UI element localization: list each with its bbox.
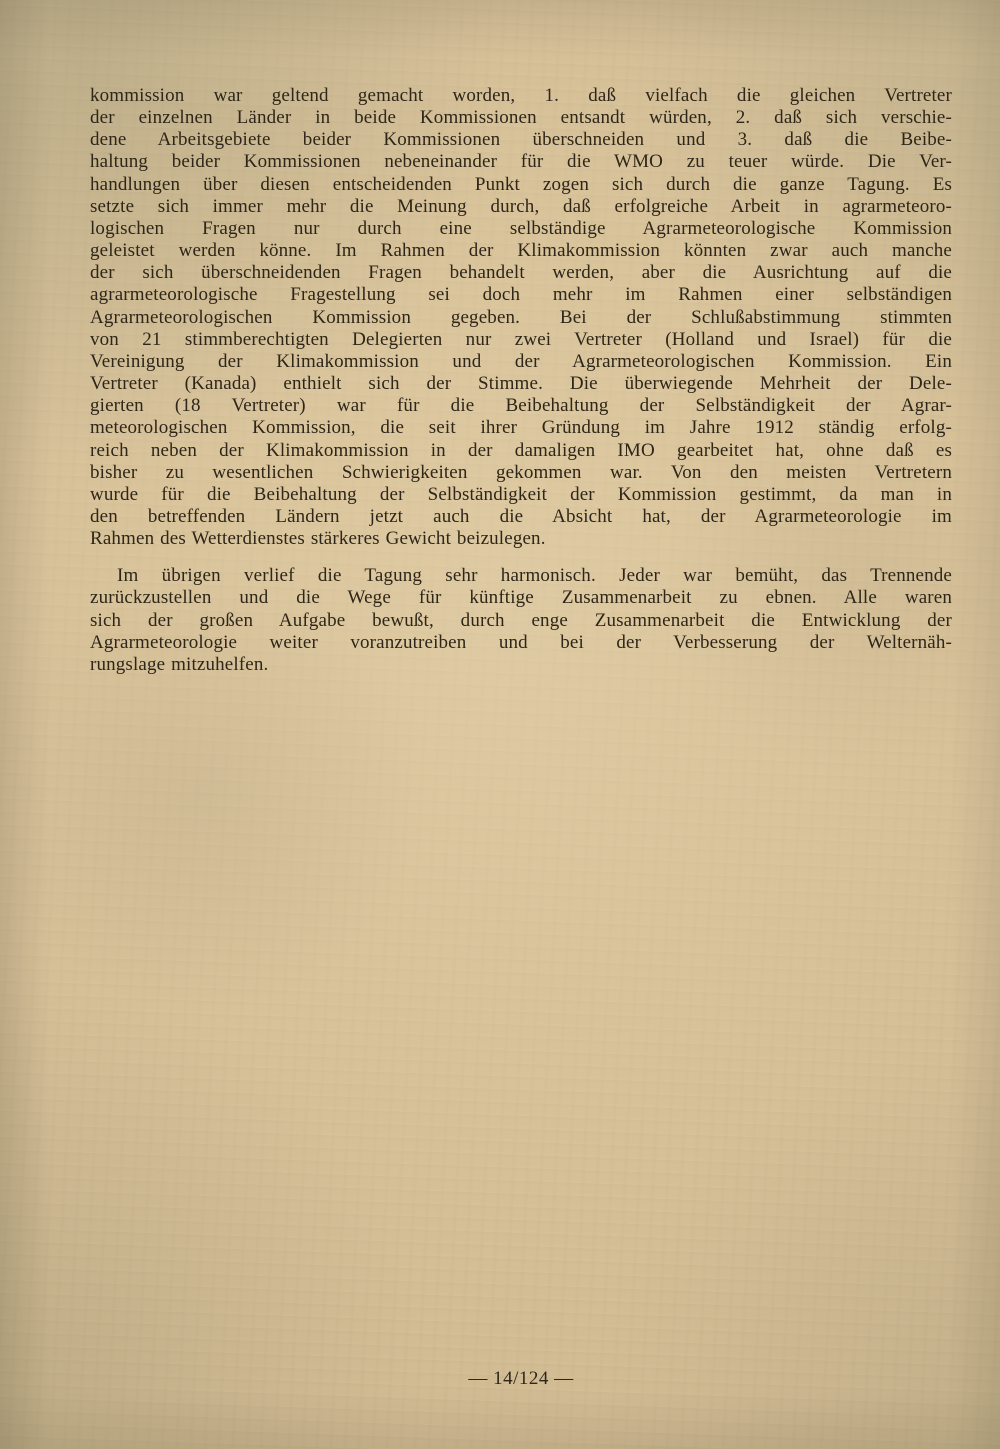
text-block [90,85,952,676]
text-line: der sich überschneidenden Fragen behandelt werden, aber die Ausrichtung auf die [90,262,952,284]
text-line: rungslage mitzuhelfen. [90,653,269,675]
text-line: wurde für die Beibehaltung der Selbständigkeit der Kommission gestimmt, da man in [90,483,952,505]
text-line: logischen Fragen nur durch eine selbständige Agrarmeteorologische Kommission [90,217,952,239]
text-line: den betreffenden Ländern jetzt auch die Absicht hat, der Agrarmeteorologie im [90,505,952,527]
text-line: geleistet werden könne. Im Rahmen der Klimakommission könnten zwar auch manche [90,240,952,262]
text-line: der einzelnen Länder in beide Kommissionen entsandt würden, 2. daß sich verschie- [90,107,952,129]
text-line: Agrarmeteorologie weiter voranzutreiben und bei der Verbesserung der Welternäh- [90,631,952,653]
text-line: Agrarmeteorologischen Kommission gegeben. Bei der Schlußabstimmung stimmten [90,306,952,328]
text-line: setzte sich immer mehr die Meinung durch, daß erfolgreiche Arbeit in agrarmeteoro- [90,195,952,217]
text-line: Rahmen des Wetterdienstes stärkeres Gewicht beizulegen. [90,528,546,550]
text-line: Vereinigung der Klimakommission und der Agrarmeteorologischen Kommission. Ein [90,350,952,372]
text-line: handlungen über diesen entscheidenden Punkt zogen sich durch die ganze Tagung. Es [90,173,952,195]
text-line: agrarmeteorologische Fragestellung sei doch mehr im Rahmen einer selbständigen [90,284,952,306]
text-line: gierten (18 Vertreter) war für die Beibehaltung der Selbständigkeit der Agrar- [90,395,952,417]
text-line: bisher zu wesentlichen Schwierigkeiten gekommen war. Von den meisten Vertretern [90,461,952,483]
text-line: zurückzustellen und die Wege für künftige Zusammenarbeit zu ebnen. Alle waren [90,587,952,609]
paragraph [90,85,952,550]
text-line: dene Arbeitsgebiete beider Kommissionen überschneiden und 3. daß die Beibe- [90,129,952,151]
text-line: reich neben der Klimakommission in der damaligen IMO gearbeitet hat, ohne daß es [90,439,952,461]
text-line: Vertreter (Kanada) enthielt sich der Stimme. Die überwiegende Mehrheit der Dele- [90,373,952,395]
text-line: Im übrigen verlief die Tagung sehr harmonisch. Jeder war bemüht, das Trennende [117,565,952,587]
page-number: — 14/124 — [468,1368,574,1389]
text-line: meteorologischen Kommission, die seit ihrer Gründung im Jahre 1912 ständig erfolg- [90,417,952,439]
text-line: von 21 stimmberechtigten Delegierten nur zwei Vertreter (Holland und Israel) für die [90,328,952,350]
paragraph [90,565,952,676]
text-line: sich der großen Aufgabe bewußt, durch enge Zusammenarbeit die Entwicklung der [90,609,952,631]
text-line: kommission war geltend gemacht worden, 1. daß vielfach die gleichen Vertreter [90,85,952,106]
text-line: haltung beider Kommissionen nebeneinander für die WMO zu teuer würde. Die Ver- [90,151,952,173]
